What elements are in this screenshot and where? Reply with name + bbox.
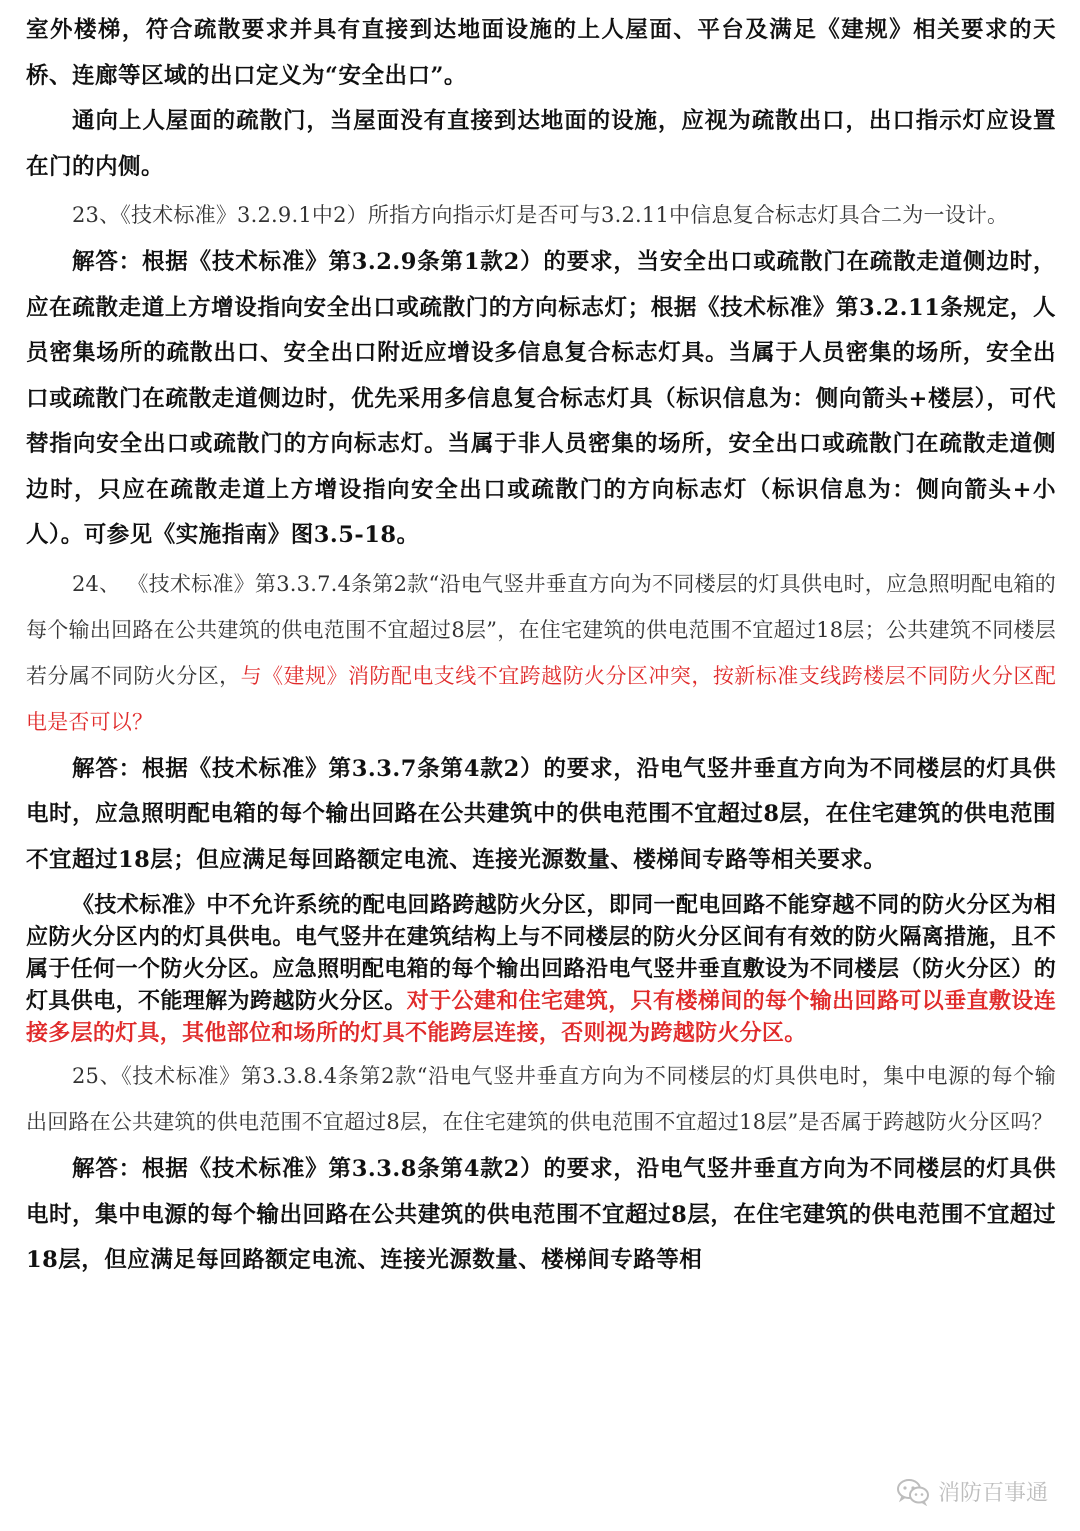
- wechat-icon: [896, 1478, 930, 1506]
- fire-zone-explanation-highlight: 对于公建和住宅建筑，只有楼梯间的每个输出回路可以垂直敷设连接多层的灯具，其他部位和场所的灯具不能跨层连接，否则视为跨越防火分区。: [26, 988, 1056, 1046]
- watermark: [896, 1476, 1048, 1507]
- fire-zone-explanation-text: 《技术标准》中不允许系统的配电回路跨越防火分区，即同一配电回路不能穿越不同的防火分区为相应防火分区内的灯具供电。电气竖井在建筑结构上与不同楼层的防火分区间有有效的防火隔离措施，且不属于任何一个防火分区。应急照明配电箱的每个输出回路沿电气竖井垂直敷设为不同楼层（防火分区）的灯具供电，不能理解为跨越防火分区。: [26, 892, 1056, 1014]
- question-24-text: 24、 《技术标准》第3.3.7.4条第2款“沿电气竖井垂直方向为不同楼层的灯具供电时，应急照明配电箱的每个输出回路在公共建筑的供电范围不宜超过8层”，在住宅建筑的供电范围不宜超过18层；公共建筑不同楼层若分属不同防火分区，: [26, 571, 1056, 688]
- paragraph-fire-zone-explanation: [26, 889, 1056, 1049]
- answer-23: 解答：根据《技术标准》第3.2.9条第1款2）的要求，当安全出口或疏散门在疏散走道侧边时，应在疏散走道上方增设指向安全出口或疏散门的方向标志灯；根据《技术标准》第3.2.11条规定，人员密集场所的疏散出口、安全出口附近应增设多信息复合标志灯具。当属于人员密集的场所，安全出口或疏散门在疏散走道侧边时，优先采用多信息复合标志灯具（标识信息为：侧向箭头+楼层），可代替指向安全出口或疏散门的方向标志灯。当属于非人员密集的场所，安全出口或疏散门在疏散走道侧边时，只应在疏散走道上方增设指向安全出口或疏散门的方向标志灯（标识信息为：侧向箭头+小人）。可参见《实施指南》图3.5-18。: [26, 249, 1056, 548]
- question-23: 23、《技术标准》3.2.9.1中2）所指方向指示灯是否可与3.2.11中信息复合标志灯具合二为一设计。: [72, 203, 1009, 227]
- question-25: 25、《技术标准》第3.3.8.4条第2款“沿电气竖井垂直方向为不同楼层的灯具供电时，集中电源的每个输出回路在公共建筑的供电范围不宜超过8层，在住宅建筑的供电范围不宜超过18层”是否属于跨越防火分区吗？: [26, 1064, 1056, 1134]
- answer-25: 解答：根据《技术标准》第3.3.8条第4款2）的要求，沿电气竖井垂直方向为不同楼层的灯具供电时，集中电源的每个输出回路在公共建筑的供电范围不宜超过8层，在住宅建筑的供电范围不宜超过18层，但应满足每回路额定电流、连接光源数量、楼梯间专路等相: [26, 1156, 1056, 1273]
- paragraph-safety-exit-definition: 室外楼梯，符合疏散要求并具有直接到达地面设施的上人屋面、平台及满足《建规》相关要求的天桥、连廊等区域的出口定义为“安全出口”。: [26, 17, 1056, 89]
- paragraph-roof-evacuation-door: 通向上人屋面的疏散门，当屋面没有直接到达地面的设施，应视为疏散出口，出口指示灯应设置在门的内侧。: [26, 108, 1056, 180]
- answer-24: 解答：根据《技术标准》第3.3.7条第4款2）的要求，沿电气竖井垂直方向为不同楼层的灯具供电时，应急照明配电箱的每个输出回路在公共建筑中的供电范围不宜超过8层，在住宅建筑的供电范围不宜超过18层；但应满足每回路额定电流、连接光源数量、楼梯间专路等相关要求。: [26, 755, 1056, 873]
- question-24-highlight: 与《建规》消防配电支线不宜跨越防火分区冲突，按新标准支线跨楼层不同防火分区配电是否可以？: [26, 663, 1056, 734]
- question-24: [26, 561, 1056, 745]
- watermark-text: 消防百事通: [937, 1481, 1048, 1506]
